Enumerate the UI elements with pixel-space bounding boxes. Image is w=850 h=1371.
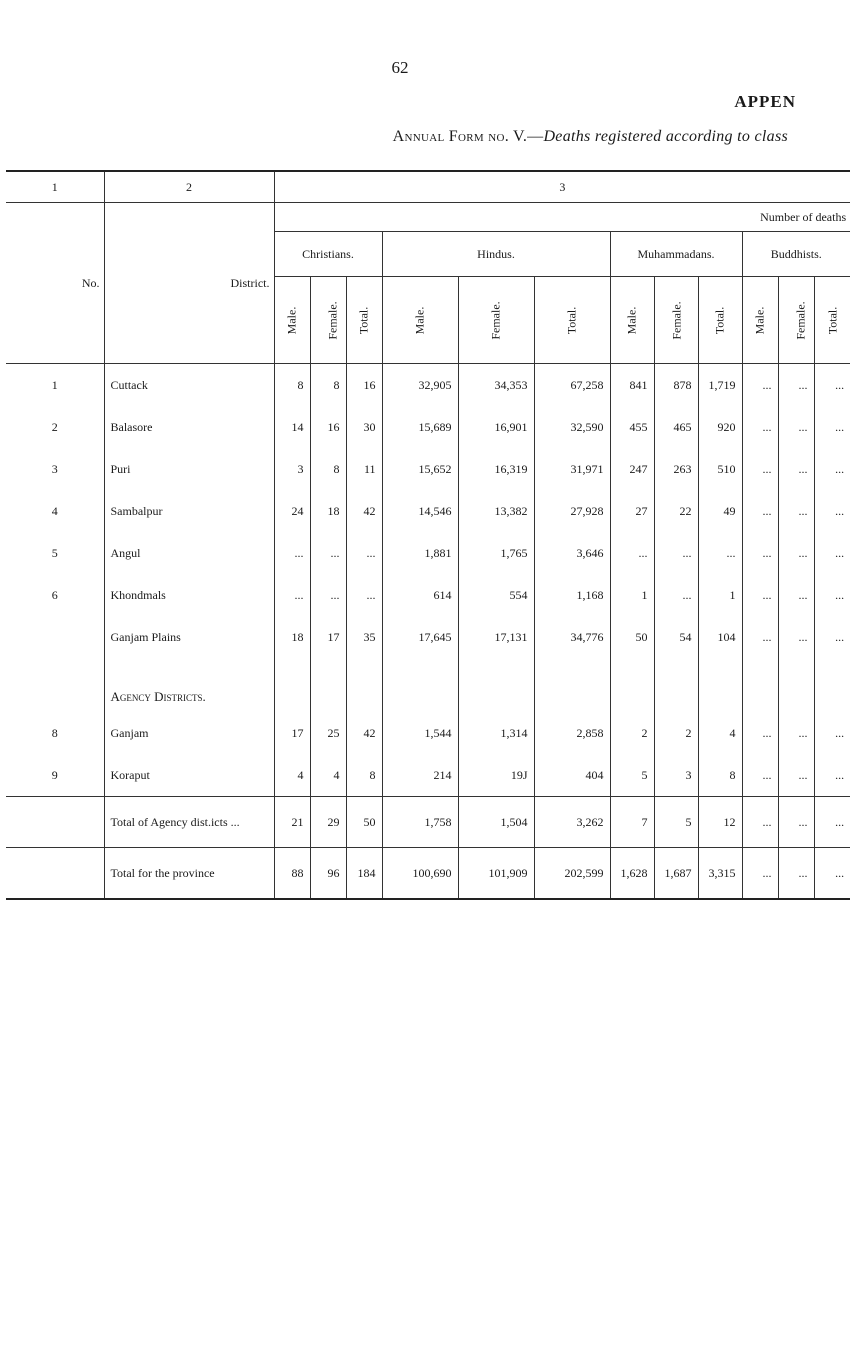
district-name: Total of Agency dist.icts ... — [104, 797, 274, 848]
row-value: 27 — [610, 490, 654, 532]
empty-cell — [534, 682, 610, 712]
empty-cell — [534, 658, 610, 682]
row-value: 96 — [310, 848, 346, 900]
empty-cell — [778, 658, 814, 682]
district-header: District. — [104, 203, 274, 364]
row-value: 1,504 — [458, 797, 534, 848]
row-value: ... — [778, 797, 814, 848]
empty-cell — [382, 682, 458, 712]
row-value: 16,319 — [458, 448, 534, 490]
table-row — [6, 364, 850, 407]
row-value: 3,262 — [534, 797, 610, 848]
row-value: ... — [814, 712, 850, 754]
appendix-heading: APPEN — [734, 92, 796, 111]
row-value: 13,382 — [458, 490, 534, 532]
row-value: 24 — [274, 490, 310, 532]
row-value: 8 — [346, 754, 382, 797]
row-number: 4 — [51, 503, 58, 518]
row-value: ... — [346, 532, 382, 574]
row-value: 1,687 — [654, 848, 698, 900]
row-value: ... — [814, 754, 850, 797]
empty-cell — [742, 658, 778, 682]
row-value: 32,905 — [382, 364, 458, 407]
row-number: 2 — [51, 419, 58, 434]
district-name: Total for the province — [104, 848, 274, 900]
row-value: ... — [698, 532, 742, 574]
row-number: 8 — [51, 725, 58, 740]
row-value: ... — [742, 406, 778, 448]
row-value: ... — [778, 754, 814, 797]
religion-header: Buddhists. — [742, 232, 850, 277]
row-value: ... — [654, 532, 698, 574]
row-value: 25 — [310, 712, 346, 754]
empty-cell — [742, 682, 778, 712]
row-value: 12 — [698, 797, 742, 848]
district-name: Angul — [104, 532, 274, 574]
district-name: Cuttack — [104, 364, 274, 407]
sub-header — [382, 277, 458, 364]
table-row — [6, 574, 850, 616]
row-number — [6, 616, 104, 658]
row-value: 104 — [698, 616, 742, 658]
group-title: Number of deaths — [274, 203, 850, 232]
row-value: ... — [742, 712, 778, 754]
row-value: ... — [778, 406, 814, 448]
row-value: 3 — [274, 448, 310, 490]
row-value: ... — [778, 364, 814, 407]
row-value: 7 — [610, 797, 654, 848]
sub-header — [310, 277, 346, 364]
row-value: ... — [310, 532, 346, 574]
row-value: 17,645 — [382, 616, 458, 658]
row-value: 1,168 — [534, 574, 610, 616]
row-number — [6, 848, 104, 900]
no-header: No. — [6, 203, 104, 364]
row-value: ... — [778, 532, 814, 574]
row-value: 11 — [346, 448, 382, 490]
row-value: 54 — [654, 616, 698, 658]
row-value: ... — [742, 616, 778, 658]
row-value: 15,652 — [382, 448, 458, 490]
sub-header — [534, 277, 610, 364]
empty-cell — [274, 682, 310, 712]
row-value: ... — [742, 532, 778, 574]
sub-header — [274, 277, 310, 364]
row-value: 404 — [534, 754, 610, 797]
row-value: 22 — [654, 490, 698, 532]
row-value: 15,689 — [382, 406, 458, 448]
sub-header-label: Male. — [752, 306, 767, 334]
row-value: 100,690 — [382, 848, 458, 900]
row-value: 50 — [610, 616, 654, 658]
row-value: 49 — [698, 490, 742, 532]
empty-cell — [458, 658, 534, 682]
form-prefix: Annual Form no. V.— — [392, 128, 544, 145]
row-value: 5 — [654, 797, 698, 848]
row-value: 2 — [610, 712, 654, 754]
district-name: Puri — [104, 448, 274, 490]
row-value: 18 — [310, 490, 346, 532]
row-value: ... — [742, 797, 778, 848]
row-value: 35 — [346, 616, 382, 658]
table-row — [6, 490, 850, 532]
row-number: 9 — [51, 767, 58, 782]
row-value: 8 — [274, 364, 310, 407]
row-value: 21 — [274, 797, 310, 848]
religion-header: Hindus. — [382, 232, 610, 277]
row-value: 1 — [698, 574, 742, 616]
row-value: 32,590 — [534, 406, 610, 448]
row-value: ... — [274, 574, 310, 616]
row-number — [6, 658, 104, 682]
row-value: 67,258 — [534, 364, 610, 407]
row-value: ... — [274, 532, 310, 574]
row-value: 263 — [654, 448, 698, 490]
row-value: ... — [814, 848, 850, 900]
sub-header — [698, 277, 742, 364]
row-value: 18 — [274, 616, 310, 658]
row-value: ... — [814, 616, 850, 658]
row-value: 1,544 — [382, 712, 458, 754]
row-value: ... — [742, 364, 778, 407]
row-number: 3 — [51, 461, 58, 476]
empty-cell — [274, 658, 310, 682]
row-value: 554 — [458, 574, 534, 616]
row-value: 17,131 — [458, 616, 534, 658]
row-value: 184 — [346, 848, 382, 900]
religion-header: Christians. — [274, 232, 382, 277]
row-value: ... — [742, 848, 778, 900]
row-value: 465 — [654, 406, 698, 448]
row-value: 42 — [346, 712, 382, 754]
column-number: 1 — [6, 171, 104, 203]
empty-cell — [458, 682, 534, 712]
table-row — [6, 616, 850, 658]
row-value: 5 — [610, 754, 654, 797]
religion-header: Muhammadans. — [610, 232, 742, 277]
row-value: 4 — [310, 754, 346, 797]
district-name: Koraput — [104, 754, 274, 797]
row-number: 5 — [51, 545, 58, 560]
table-row — [6, 658, 850, 682]
row-value: ... — [778, 712, 814, 754]
row-value: 34,353 — [458, 364, 534, 407]
row-value: ... — [742, 490, 778, 532]
row-value: 2 — [654, 712, 698, 754]
row-value: ... — [742, 754, 778, 797]
row-value: 1,628 — [610, 848, 654, 900]
row-value: 50 — [346, 797, 382, 848]
table-row — [6, 682, 850, 712]
district-name: Balasore — [104, 406, 274, 448]
sub-header-label: Female. — [793, 300, 808, 340]
row-value: 1,314 — [458, 712, 534, 754]
row-value: 3 — [654, 754, 698, 797]
table-row — [6, 532, 850, 574]
sub-header — [742, 277, 778, 364]
row-value: ... — [814, 364, 850, 407]
row-value: ... — [346, 574, 382, 616]
row-value: 42 — [346, 490, 382, 532]
row-value: 247 — [610, 448, 654, 490]
row-value: 8 — [310, 448, 346, 490]
row-value: 29 — [310, 797, 346, 848]
row-value: 34,776 — [534, 616, 610, 658]
sub-header-label: Female. — [488, 300, 503, 340]
row-value: 1,719 — [698, 364, 742, 407]
table-row — [6, 754, 850, 797]
row-value: 31,971 — [534, 448, 610, 490]
row-value: 8 — [310, 364, 346, 407]
row-value: 841 — [610, 364, 654, 407]
sub-header-label: Male. — [284, 306, 299, 334]
empty-cell — [814, 658, 850, 682]
row-value: 455 — [610, 406, 654, 448]
table-row — [6, 712, 850, 754]
row-value: 1,758 — [382, 797, 458, 848]
row-value: ... — [814, 574, 850, 616]
row-value: 17 — [274, 712, 310, 754]
row-value: 101,909 — [458, 848, 534, 900]
row-value: ... — [814, 448, 850, 490]
district-name: Khondmals — [104, 574, 274, 616]
row-number: 1 — [51, 377, 58, 392]
empty-cell — [346, 682, 382, 712]
deaths-table — [6, 170, 847, 900]
row-number: 6 — [51, 587, 58, 602]
empty-cell — [610, 658, 654, 682]
district-name: Agency Districts. — [104, 682, 274, 712]
row-value: 17 — [310, 616, 346, 658]
empty-cell — [654, 658, 698, 682]
row-value: ... — [310, 574, 346, 616]
sub-header — [458, 277, 534, 364]
row-value: 920 — [698, 406, 742, 448]
row-value: 202,599 — [534, 848, 610, 900]
row-value: ... — [778, 616, 814, 658]
row-value: 614 — [382, 574, 458, 616]
row-value: ... — [778, 574, 814, 616]
row-value: 878 — [654, 364, 698, 407]
row-value: 3,315 — [698, 848, 742, 900]
empty-cell — [654, 682, 698, 712]
table-row — [6, 406, 850, 448]
empty-cell — [698, 682, 742, 712]
empty-cell — [814, 682, 850, 712]
row-value: 4 — [698, 712, 742, 754]
row-value: 14,546 — [382, 490, 458, 532]
row-number — [6, 797, 104, 848]
row-value: 510 — [698, 448, 742, 490]
row-value: ... — [814, 490, 850, 532]
page-number: 62 — [391, 58, 409, 77]
row-value: 8 — [698, 754, 742, 797]
sub-header-label: Female. — [325, 300, 340, 340]
sub-header-label: Male. — [412, 306, 427, 334]
column-number: 3 — [274, 171, 850, 203]
sub-header — [778, 277, 814, 364]
table-row — [6, 848, 850, 900]
sub-header-label: Total. — [712, 306, 727, 334]
row-number — [6, 682, 104, 712]
row-value: 88 — [274, 848, 310, 900]
column-number: 2 — [104, 171, 274, 203]
sub-header — [610, 277, 654, 364]
empty-cell — [778, 682, 814, 712]
row-value: 30 — [346, 406, 382, 448]
empty-cell — [610, 682, 654, 712]
sub-header-label: Total. — [824, 306, 839, 334]
sub-header — [654, 277, 698, 364]
row-value: 2,858 — [534, 712, 610, 754]
empty-cell — [698, 658, 742, 682]
row-value: 14 — [274, 406, 310, 448]
row-value: 16,901 — [458, 406, 534, 448]
row-value: ... — [814, 797, 850, 848]
empty-cell — [310, 658, 346, 682]
row-value: 19J — [458, 754, 534, 797]
row-value: ... — [778, 448, 814, 490]
sub-header-label: Total. — [356, 306, 371, 334]
district-name: Sambalpur — [104, 490, 274, 532]
row-value: ... — [814, 406, 850, 448]
district-name — [104, 658, 274, 682]
sub-header — [814, 277, 850, 364]
sub-header — [346, 277, 382, 364]
form-title — [393, 128, 788, 146]
row-value: ... — [814, 532, 850, 574]
row-value: 1,765 — [458, 532, 534, 574]
row-value: ... — [742, 448, 778, 490]
row-value: 1,881 — [382, 532, 458, 574]
row-value: ... — [742, 574, 778, 616]
row-value: 16 — [346, 364, 382, 407]
row-value: 1 — [610, 574, 654, 616]
table-row — [6, 797, 850, 848]
row-value: 3,646 — [534, 532, 610, 574]
empty-cell — [310, 682, 346, 712]
row-value: 16 — [310, 406, 346, 448]
table-row — [6, 448, 850, 490]
district-name: Ganjam Plains — [104, 616, 274, 658]
row-value: 27,928 — [534, 490, 610, 532]
sub-header-label: Female. — [669, 300, 684, 340]
sub-header-label: Total. — [564, 306, 579, 334]
row-value: ... — [610, 532, 654, 574]
district-name: Ganjam — [104, 712, 274, 754]
row-value: 214 — [382, 754, 458, 797]
row-value: 4 — [274, 754, 310, 797]
form-title-text: Deaths registered according to class — [543, 128, 788, 145]
row-value: ... — [778, 848, 814, 900]
row-value: ... — [778, 490, 814, 532]
empty-cell — [382, 658, 458, 682]
sub-header-label: Male. — [624, 306, 639, 334]
row-value: ... — [654, 574, 698, 616]
empty-cell — [346, 658, 382, 682]
